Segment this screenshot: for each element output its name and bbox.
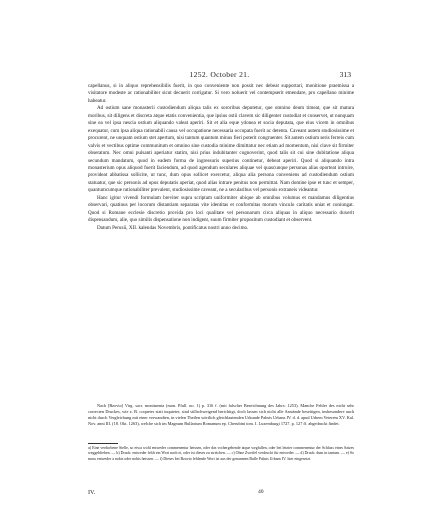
- page-number: 313: [339, 70, 351, 79]
- signature-mark: 40: [258, 489, 264, 495]
- paragraph-2: Ad ostium sane monasterii custodiendum aliqua talis ex sororibus deputetur, que omnino deum timeat, que sit matura moribus, sit diligens et discreta atque etatis convenientia, que ipsius ostii clavem sic diligenter custodiat et conservet, ut nunquam sine ea vel ipsa nescia ostium aliquando valeat aperiri. Sit et alia eque ydonea et socia deputata, que eius vicem in omnibus exequatur, cum ipsa aliqua rationabili causa vel occupatione necessaria occupata fuerit ac detenta. Caveant autem studiosissime et procurent, ne unquam ostium stet apertum, nisi tantum quantum minus fieri poterit congruenter. Sit autem ostium seris ferreis cum valvis et vectibus optime communitum et omnino sine custodia minime dimittatur nec etiam ad momentum, nisi clave sit firmiter obseratum. Nec omni pulsanti aperiatur statim, nisi prius indubitanter cognoverint, quod talis sit cui sine dubitatione aliqua secundum mandatum, quod in eadem forma de ingressuris superius continetur, debeat aperiri. Quod si aliquando intra monasterium opus aliquod fuerit faciendum, ad quod agendum seculares aliquae vel quascunque personas alias oporteat introire, provideat abbatissa sollicite, ut tunc, dum opus sollicet exercetur, aliqua alia persona conveniens ad custodiendum ostium statuatur, que sic personis ad opus deputatis aperiat, quod alias intrare penitus non permittat. Nam domine ipse et tunc et semper, quantumcumque rationabiliter prevalent, studiosissime caveant, ne a secularibus vel personis extraneis videantur.: [88, 105, 354, 194]
- footnote-text: a) Eine verdorbene Stelle, so etwa wohl entweder commenentur heissen, oder das vorhergehende atque wegfallen, oder bei letzter commenentur der Schluss eines Satzes weggeblieben. — b) Druck: entweder fehlt ein Wort nach et, oder ist dieses zu streichen. — c) Ohne Zweifel verdruckt für entweder. — d) Druck: dum in tantum. — e) So muss entweder a nobis oder nobis heissen. — f) Dieses bei Bzovio fehlende Wort ist aus der genannten Bulle Pabsts Urbans IV. hier eingesetzt.: [88, 446, 354, 461]
- footnote-divider: [88, 443, 118, 444]
- footnotes: [88, 446, 354, 462]
- document-body: [88, 83, 354, 232]
- volume-mark: IV.: [88, 489, 96, 496]
- source-note: [88, 403, 354, 427]
- paragraph-4: Datum Perusii, XII. kalendas Novembris, pontificatus nostri anno decimo.: [97, 224, 249, 231]
- paragraph-1: capellanus, si in aliquo reprehensibilis fuerit, in quo conveniente non possit nec debeat supportari, monitione praemissa a visitatore modeste ac rationabiliter sicut decuerit corrigatur. Si vero noluerit vel contempserit emendare, pro capellano minime habeatur.: [88, 83, 354, 104]
- running-header: 1252. October 21.: [189, 70, 250, 79]
- source-note-text: Nach [Bzovio] Virg. sacr. monimenta (mon. Pfull. no. 1) p. 316 f. (mit falscher Bezeichnung des Jahrs: 1253). Manche Fehler des nicht sehr correcten Druckes, wie z. B. coqueter statt inquieter, sind stillschweigend berichtigt, doch lassen sich nicht alle Anstände beseitigen, insbesondere auch nicht durch Vergleichung mit einer verwandten, in vielen Theilen wörtlich gleichlautenden Urkunde Pabsts Urbans IV. d. d. apud Urbem Veterem XV. Kal. Nov. anni III. (18. Okt. 1263), welche sich im Magnum Bullarium Romanum ep. Cherubini tom. I. Luxemburgi 1727. p. 127 ff. abgedruckt findet.: [88, 403, 354, 426]
- paragraph-3: Hanc igitur vivendi formulam breviter supra scriptam uniformiter ubique ab omnibus volumus et mandamus diligentius observari, quatinus per locorum distantiam separatas vite identitas et conformitas morum vinculo caritatis uniat et coniungat. Quod si Romane ecclesie discretio provida pro loci qualitate vel personarum circa aliquas in aliquo necessario duxerit dispensandum, alie, quo similis dispensatione non indigent, suum firmiter propositum custodiant et observent.: [88, 194, 354, 224]
